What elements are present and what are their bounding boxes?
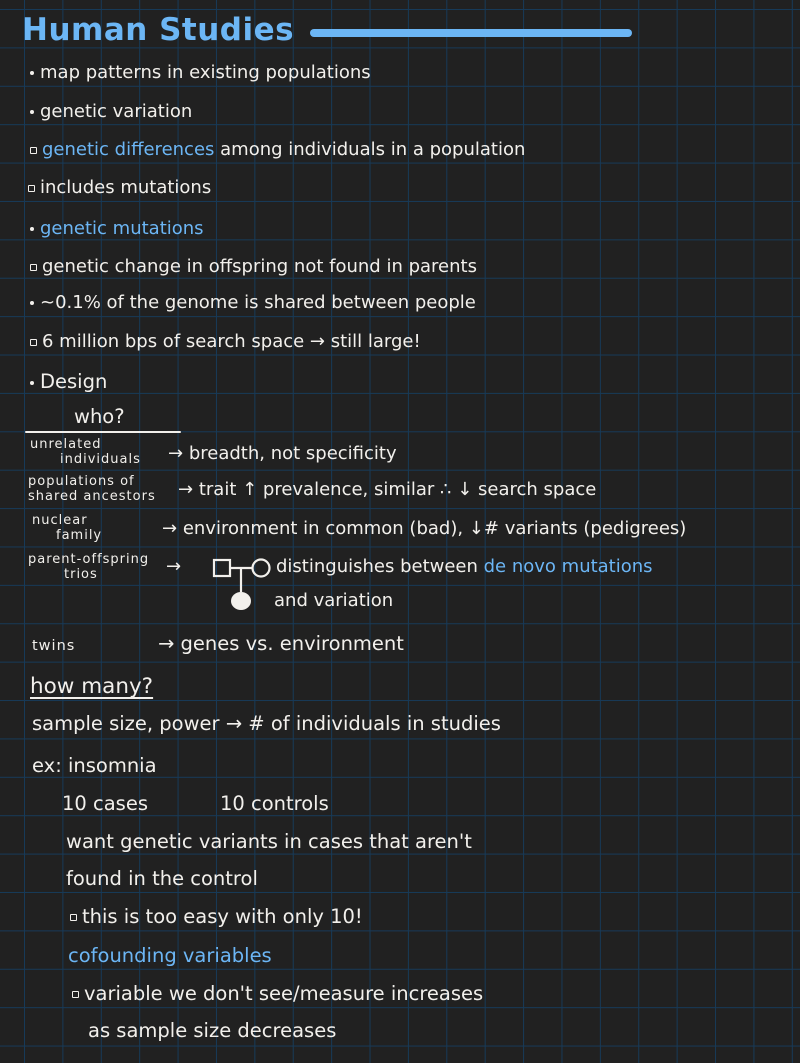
- design-row-text: [162, 518, 686, 539]
- note-line: [30, 218, 204, 239]
- arrow-right-icon: →: [158, 632, 175, 655]
- note-line: want genetic variants in cases that aren't: [66, 830, 472, 853]
- design-label: twins: [32, 638, 76, 654]
- note-text: map patterns in existing populations: [40, 62, 371, 83]
- bullet-square-icon: [30, 264, 37, 271]
- highlight-term: genetic differences: [42, 139, 215, 160]
- bullet-dot-icon: [30, 71, 34, 75]
- arrow-right-icon: →: [166, 556, 182, 577]
- note-text: genetic change in offspring not found in parents: [42, 256, 477, 277]
- parent-offspring-trio-pedigree-icon: [210, 556, 272, 612]
- note-line: [70, 905, 363, 928]
- section-heading: Design: [40, 370, 108, 393]
- design-row-text: [158, 632, 404, 655]
- note-line: [30, 370, 107, 393]
- note-text: among individuals in a population: [214, 139, 526, 160]
- design-row-text: [276, 556, 653, 577]
- note-text: this is too easy with only 10!: [82, 905, 363, 928]
- how-many-heading: how many?: [30, 674, 154, 699]
- note-line: [30, 101, 192, 122]
- bullet-dot-icon: [30, 381, 34, 385]
- page-title: Human Studies: [22, 12, 295, 48]
- bullet-dot-icon: [30, 301, 34, 305]
- arrow-right-icon: →: [178, 479, 194, 500]
- note-line: [30, 256, 477, 277]
- note-line: [30, 139, 525, 160]
- row-text: distinguishes between: [276, 556, 484, 577]
- bullet-square-icon: [30, 147, 37, 154]
- design-row-text: [178, 479, 596, 500]
- highlight-term: de novo mutations: [483, 556, 653, 577]
- row-text: genes vs. environment: [180, 632, 404, 655]
- note-line: as sample size decreases: [88, 1019, 337, 1042]
- who-divider: [25, 431, 181, 433]
- row-text: environment in common (bad), ↓# variants (pedigrees): [182, 518, 687, 539]
- note-text: ~0.1% of the genome is shared between people: [40, 292, 476, 313]
- design-label: [28, 552, 149, 582]
- who-heading: who?: [74, 405, 125, 428]
- design-row-text: and variation: [274, 590, 394, 611]
- row-text: breadth, not specificity: [188, 443, 397, 464]
- note-line: [30, 331, 421, 352]
- label-line: individuals: [60, 452, 141, 467]
- label-line: populations of: [28, 474, 135, 489]
- label-line: nuclear: [32, 513, 88, 528]
- arrow-right-icon: →: [168, 443, 184, 464]
- note-text: variable we don't see/measure increases: [84, 982, 484, 1005]
- note-text: includes mutations: [40, 177, 212, 198]
- note-line: [28, 177, 211, 198]
- note-line: [30, 292, 476, 313]
- label-line: trios: [64, 567, 98, 582]
- design-label: [32, 513, 102, 543]
- note-line: found in the control: [66, 867, 258, 890]
- note-line: sample size, power → # of individuals in studies: [32, 712, 501, 735]
- note-text: 6 million bps of search space → still large!: [42, 331, 421, 352]
- cases-label: 10 cases: [62, 792, 148, 815]
- arrow-right-icon: →: [162, 518, 178, 539]
- label-line: parent-offspring: [28, 552, 150, 567]
- controls-label: 10 controls: [220, 792, 329, 815]
- note-line: [30, 62, 371, 83]
- title-underline-bar: [310, 29, 632, 37]
- design-row-text: [168, 443, 397, 464]
- note-text: genetic variation: [40, 101, 193, 122]
- bullet-dot-icon: [30, 227, 34, 231]
- highlight-term: genetic mutations: [40, 218, 204, 239]
- note-line: [72, 982, 483, 1005]
- note-line: ex: insomnia: [32, 754, 157, 777]
- label-line: unrelated: [30, 437, 102, 452]
- bullet-square-icon: [30, 339, 37, 346]
- row-text: trait ↑ prevalence, similar ∴ ↓ search space: [198, 479, 597, 500]
- confounding-heading: cofounding variables: [68, 944, 272, 967]
- bullet-square-icon: [28, 185, 35, 192]
- label-line: family: [56, 528, 103, 543]
- design-label: [28, 474, 156, 504]
- design-label: [30, 437, 141, 467]
- bullet-dot-icon: [30, 110, 34, 114]
- bullet-square-icon: [72, 991, 79, 998]
- label-line: shared ancestors: [28, 489, 156, 504]
- bullet-square-icon: [70, 914, 77, 921]
